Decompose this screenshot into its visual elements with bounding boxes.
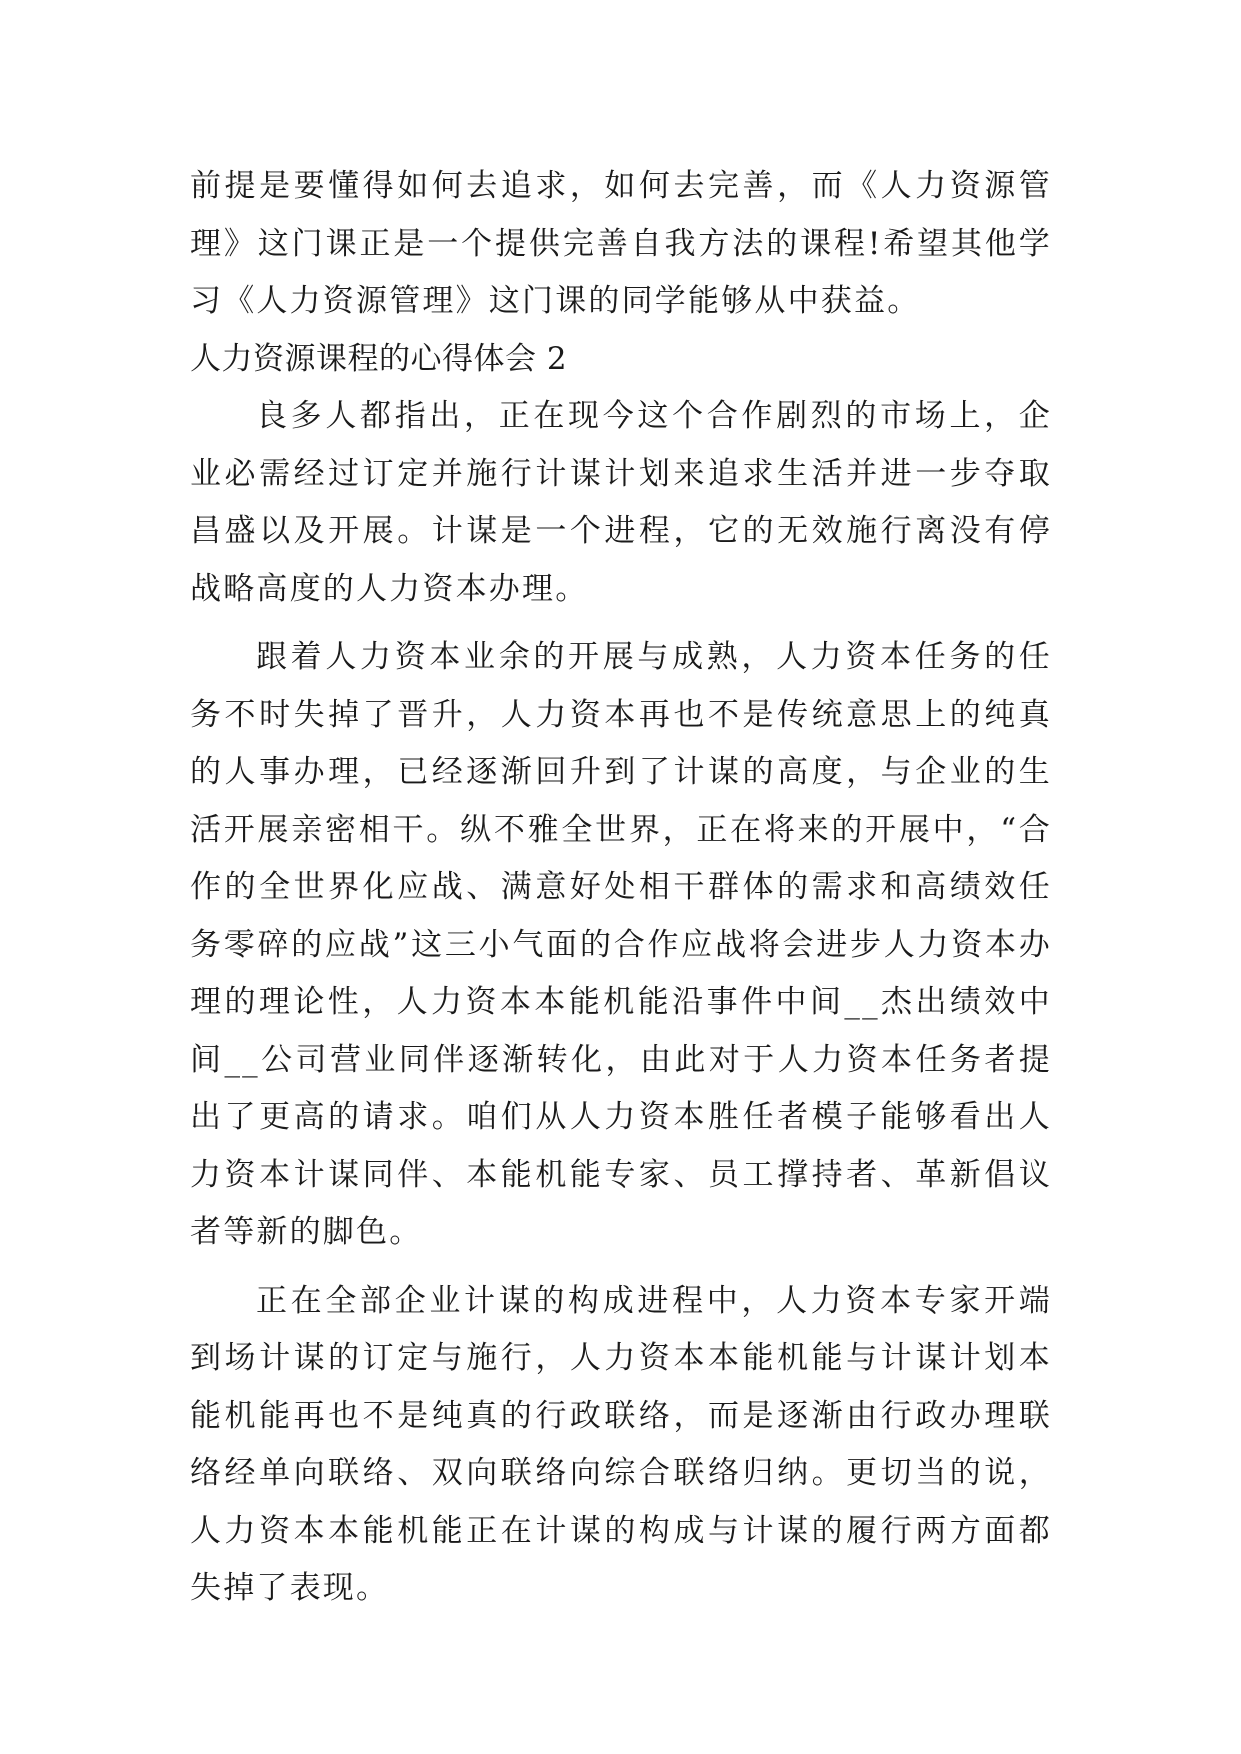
document-body bbox=[190, 158, 1052, 1618]
section-title: 人力资源课程的心得体会 2 bbox=[190, 340, 568, 377]
body-paragraph: 跟着人力资本业余的开展与成熟，人力资本任务的任务不时失掉了晋升，人力资本再也不是传统意思上的纯真的人事办理，已经逐渐回升到了计谋的高度，与企业的生活开展亲密相干。纵不雅全世界，正在将来的开展中，“合作的全世界化应战、满意好处相干群体的需求和高绩效任务零碎的应战”这三小气面的合作应战将会进步人力资本办理的理论性，人力资本本能机能沿事件中间__杰出绩效中间__公司营业同伴逐渐转化，由此对于人力资本任务者提出了更高的请求。咱们从人力资本胜任者模子能够看出人力资本计谋同伴、本能机能专家、员工撑持者、革新倡议者等新的脚色。 bbox=[190, 639, 1052, 1250]
body-paragraph: 正在全部企业计谋的构成进程中，人力资本专家开端到场计谋的订定与施行，人力资本本能机能与计谋计划本能机能再也不是纯真的行政联络，而是逐渐由行政办理联络经单向联络、双向联络向综合联络归纳。更切当的说，人力资本本能机能正在计谋的构成与计谋的履行两方面都失掉了表现。 bbox=[190, 1282, 1052, 1606]
body-paragraph: 良多人都指出，正在现今这个合作剧烈的市场上，企业必需经过订定并施行计谋计划来追求生活并进一步夺取昌盛以及开展。计谋是一个进程，它的无效施行离没有停战略高度的人力资本办理。 bbox=[190, 398, 1052, 607]
intro-paragraph: 前提是要懂得如何去追求，如何去完善，而《人力资源管理》这门课正是一个提供完善自我方法的课程!希望其他学习《人力资源管理》这门课的同学能够从中获益。 bbox=[190, 168, 1052, 319]
